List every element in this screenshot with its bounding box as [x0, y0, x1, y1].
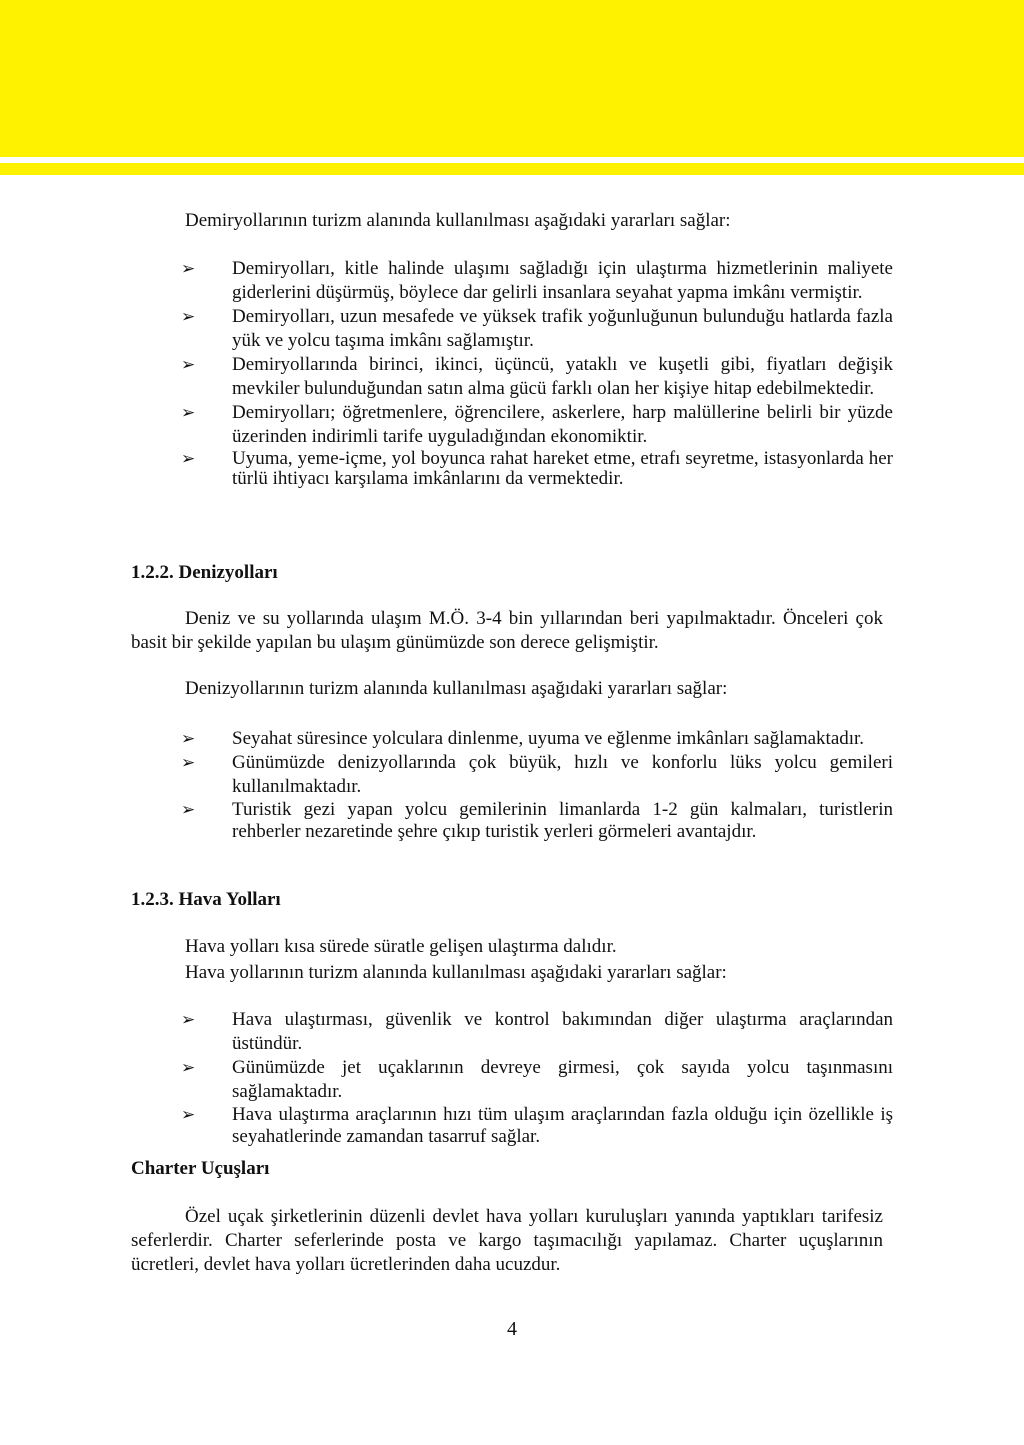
arrow-bullet-icon: ➢	[181, 259, 196, 279]
section-heading-hava-yollari: 1.2.3. Hava Yolları	[131, 889, 281, 910]
arrow-bullet-icon: ➢	[181, 403, 196, 423]
section-heading-charter: Charter Uçuşları	[131, 1158, 270, 1179]
list-item: ➢ Günümüzde denizyollarında çok büyük, hızlı ve konforlu lüks yolcu gemileri kullanılmaktadır.	[181, 752, 893, 797]
arrow-bullet-icon: ➢	[181, 307, 196, 327]
arrow-bullet-icon: ➢	[181, 800, 196, 820]
rail-benefits-list	[181, 257, 893, 489]
list-item: ➢ Demiryolları; öğretmenlere, öğrencilere, askerlere, harp malüllerine belirli bir yüzde üzerinden indirimli tarife uyguladığından ekonomiktir.	[181, 402, 893, 447]
rail-intro: Demiryollarının turizm alanında kullanılması aşağıdaki yararları sağlar:	[185, 210, 731, 231]
arrow-bullet-icon: ➢	[181, 753, 196, 773]
arrow-bullet-icon: ➢	[181, 1105, 196, 1125]
list-item: ➢ Demiryolları, uzun mesafede ve yüksek trafik yoğunluğunun bulunduğu hatlarda fazla yük ve yolcu taşıma imkânı sağlamıştır.	[181, 306, 893, 351]
list-item: ➢ Günümüzde jet uçaklarının devreye girmesi, çok sayıda yolcu taşınmasını sağlamaktadır.	[181, 1057, 893, 1102]
list-item: ➢ Demiryollarında birinci, ikinci, üçüncü, yataklı ve kuşetli gibi, fiyatları değişik mevkiler bulunduğundan satın alma gücü farklı olan her kişiye hitap edebilmektedir.	[181, 354, 893, 399]
list-item: ➢ Seyahat süresince yolculara dinlenme, uyuma ve eğlenme imkânları sağlamaktadır.	[181, 728, 865, 749]
list-item: ➢ Demiryolları, kitle halinde ulaşımı sağladığı için ulaştırma hizmetlerinin maliyete giderlerini düşürmüş, böylece dar gelirli insanlara seyahat yapma imkânı vermiştir.	[181, 258, 893, 303]
header-stripe	[0, 163, 1024, 175]
list-item: ➢ Turistik gezi yapan yolcu gemilerinin limanlarda 1-2 gün kalmaları, turistlerin rehberler nezaretinde şehre çıkıp turistik yerleri görmeleri avantajdır.	[181, 799, 893, 842]
arrow-bullet-icon: ➢	[181, 355, 196, 375]
sea-intro: Denizyollarının turizm alanında kullanılması aşağıdaki yararları sağlar:	[185, 678, 728, 699]
air-line: Hava yolları kısa sürede süratle gelişen ulaştırma dalıdır.	[185, 936, 617, 957]
arrow-bullet-icon: ➢	[181, 729, 196, 749]
list-item: ➢ Hava ulaştırma araçlarının hızı tüm ulaşım araçlarından fazla olduğu için özellikle iş seyahatlerinde zamandan tasarruf sağlar.	[181, 1104, 893, 1147]
sea-benefits-list	[181, 727, 893, 843]
page-number: 4	[507, 1318, 517, 1340]
list-item: ➢ Uyuma, yeme-içme, yol boyunca rahat hareket etme, etrafı seyretme, istasyonlarda her türlü ihtiyacı karşılama imkânlarını da vermektedir.	[181, 448, 893, 489]
list-item: ➢ Hava ulaştırması, güvenlik ve kontrol bakımından diğer ulaştırma araçlarından üstündür.	[181, 1009, 893, 1054]
sea-paragraph: Deniz ve su yollarında ulaşım M.Ö. 3-4 bin yıllarından beri yapılmaktadır. Önceleri çok basit bir şekilde yapılan bu ulaşım günümüzde son derece gelişmiştir.	[131, 608, 883, 653]
air-benefits-list	[181, 1008, 893, 1148]
arrow-bullet-icon: ➢	[181, 1058, 196, 1078]
arrow-bullet-icon: ➢	[181, 1010, 196, 1030]
section-heading-denizyollari: 1.2.2. Denizyolları	[131, 562, 278, 583]
header-band	[0, 0, 1024, 157]
air-intro: Hava yollarının turizm alanında kullanılması aşağıdaki yararları sağlar:	[185, 962, 727, 983]
charter-paragraph: Özel uçak şirketlerinin düzenli devlet hava yolları kuruluşları yanında yaptıkları tarifesiz seferlerdir. Charter seferlerinde posta ve kargo taşımacılığı yapılamaz. Charter uçuşlarının ücretleri, devlet hava yolları ücretlerinden daha ucuzdur.	[131, 1206, 883, 1275]
arrow-bullet-icon: ➢	[181, 449, 196, 469]
